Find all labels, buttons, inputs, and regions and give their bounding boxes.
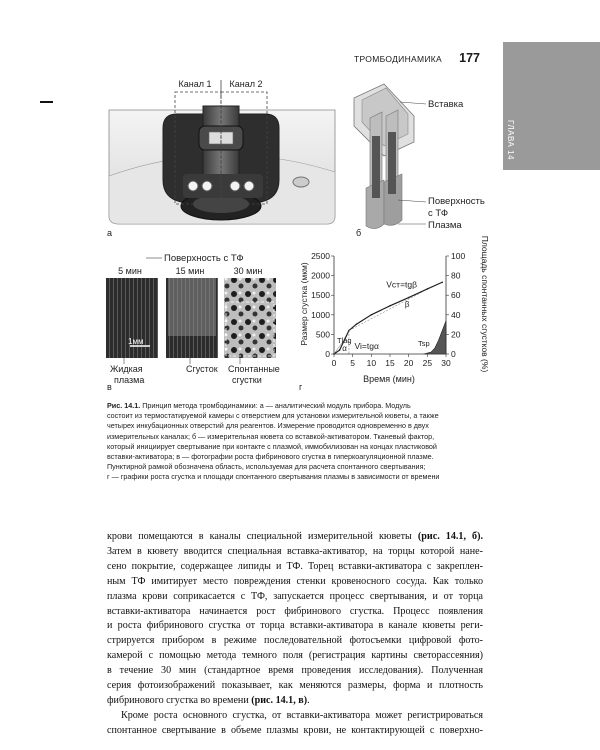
body-line (107, 724, 483, 739)
chart-y2-tick-label: 20 (451, 329, 461, 340)
caption-text: состоит из термостатируемой камеры с отверстием для установки измерительной кюветы, а также (107, 411, 439, 421)
vst-tangent (349, 291, 424, 330)
caption-text: вставки-активатора; в — фотографии роста фибринового сгустка в гиперкоагуляционной плазме. (107, 452, 434, 462)
spontaneous-area (424, 321, 446, 354)
chart-y-tick-label: 1000 (311, 309, 330, 320)
caption-line (107, 421, 483, 431)
figure-panel-b (340, 78, 490, 238)
page-number: 177 (459, 51, 480, 65)
chart-y2-tick-label: 60 (451, 290, 461, 301)
figure-reference: (рис. 14.1, в) (251, 694, 308, 706)
margin-mark (40, 101, 53, 103)
caption-figure-number: Рис. 14.1. (107, 401, 141, 410)
body-line-text: стрируется прибором в режиме последовательной фотосъемки цифровой фото- (107, 635, 483, 647)
caption-line (107, 472, 483, 482)
body-line-text: Кроме роста основного сгустка, от вставки-активатора может регистрироваться (121, 709, 483, 721)
chart-y-tick-label: 2000 (311, 270, 330, 281)
spont-label-2: сгустки (232, 375, 262, 385)
figure-panel-g-chart (296, 235, 490, 394)
chart-y2-tick-label: 0 (451, 349, 456, 359)
caption-line (107, 432, 483, 442)
chart-x-tick-label: 0 (331, 358, 337, 368)
tlag-annotation: Tlag (336, 336, 352, 346)
chapter-tab (503, 42, 600, 170)
body-line (107, 694, 483, 709)
caption-text: Принцип метода тромбодинамики: а — аналитический модуль прибора. Модуль (140, 401, 411, 410)
body-line (107, 560, 483, 575)
body-line-text: фибринового сгустка во времени (107, 694, 252, 706)
body-line (107, 530, 483, 545)
body-line-text: ным ТФ имитирует место повреждения стенки кровеносного сосуда. Как только (107, 575, 483, 587)
vst-annotation: Vст=tgβ (386, 279, 418, 290)
running-title: ТРОМБОДИНАМИКА (354, 54, 442, 64)
chart-y-tick-label: 1500 (311, 290, 330, 301)
body-line (107, 679, 483, 694)
tsp-annotation: Tsp (418, 338, 430, 348)
caption-line (107, 442, 483, 452)
body-line-text: в течение 30 мин (стандартное время проведения исследования). Полученная (107, 665, 483, 677)
figure-panel-a (105, 76, 337, 244)
caption-line (107, 401, 483, 411)
chart-y2-tick-label: 100 (451, 251, 466, 261)
body-line-end: . (307, 694, 310, 706)
vi-annotation: Vi=tgα (354, 340, 379, 351)
time-5-label: 5 мин (118, 266, 142, 276)
caption-line (107, 411, 483, 421)
panel-b-label: б (356, 228, 362, 238)
spont-label-1: Спонтанные (228, 364, 280, 374)
body-line-text: крови помещаются в каналы специальной измерительной кюветы (107, 531, 418, 542)
body-line-text: плазма крови соприкасается с ТФ, запускается процесс свертывания, и от торца (107, 590, 483, 602)
body-line (107, 545, 483, 560)
panel-g-label: г (299, 382, 303, 392)
plasma-label: Плазма (428, 220, 462, 231)
channel2-label: Канал 2 (229, 79, 263, 89)
body-line (107, 664, 483, 679)
clot-size-point (427, 288, 429, 290)
clot-size-point (389, 305, 391, 307)
body-line-text: и роста фибринового сгустка от торца вставки-активатора в канале кюветы реги- (107, 620, 483, 632)
chart-y2label: Площадь спонтанных сгустков (%) (480, 235, 490, 373)
panel-a-label: а (107, 228, 113, 238)
caption-text: четырех инкубационных отверстий для реагентов. Измерение проводится одновременно в двух (107, 421, 429, 431)
clot-size-point (441, 281, 443, 283)
photo-30min (224, 278, 276, 358)
chart-x-tick-label: 5 (350, 358, 356, 368)
chart-y-tick-label: 2500 (311, 251, 330, 261)
liquid-plasma-label-2: плазма (114, 375, 145, 385)
caption-text: измерительных каналах; б — измерительная кювета со вставкой-активатором. Тканевый фактор, (107, 431, 435, 441)
body-line-text: вставки-активатора начинается рост фибринового сгустка. Процесс появления (107, 605, 483, 617)
figure-caption (107, 401, 483, 483)
panel-v-label: в (107, 382, 112, 392)
tf-surface-label-1: Поверхность (428, 196, 485, 207)
chart-x-tick-label: 20 (403, 358, 414, 368)
clot-size-point (408, 297, 410, 299)
caption-line (107, 462, 483, 472)
chart-y-tick-label: 500 (315, 329, 330, 340)
body-text (107, 530, 483, 739)
scale-label: 1мм (128, 337, 144, 346)
time-30-label: 30 мин (233, 266, 263, 276)
liquid-plasma-label-1: Жидкая (110, 364, 143, 374)
beta-annotation: β (404, 299, 410, 309)
body-line-text: камерой с помощью метода темного поля (регистрация картины светорассеяния) (107, 650, 483, 662)
chart-y2-tick-label: 40 (451, 309, 461, 320)
body-line (107, 634, 483, 649)
body-line-text: серия фотоизображений показывает, как меняются размеры, форма и плотность (107, 680, 483, 692)
body-line-text: Затем в кювету вводится специальная вставка-активатор, на торцы которой нане- (107, 545, 483, 557)
clot-size-point (339, 349, 341, 351)
caption-line (107, 452, 483, 462)
clot-size-point (371, 314, 373, 316)
chart-y2-tick-label: 80 (451, 270, 461, 281)
time-15-label: 15 мин (175, 266, 205, 276)
chart-y-tick-label: 0 (325, 349, 330, 359)
chart-ylabel: Размер сгустка (мкм) (299, 262, 309, 346)
chart-x-tick-label: 10 (366, 358, 377, 368)
tf-surface-top-label: Поверхность с ТФ (164, 253, 244, 264)
chart-x-tick-label: 30 (441, 358, 451, 368)
chart-x-tick-label: 25 (422, 358, 433, 368)
body-line (107, 575, 483, 590)
body-line-text: спонтанное свертывание в объеме плазмы крови, не контактирующей с поверхно- (107, 724, 483, 736)
caption-text: который инициирует свертывание при контакте с плазмой, иммобилизован на концах пластиковой (107, 441, 437, 451)
body-line (107, 619, 483, 634)
insert-label: Вставка (428, 99, 464, 110)
caption-text: Пунктирной рамкой обозначена область, используемая для расчета спонтанного свертывания; (107, 462, 426, 472)
figure-panel-v (104, 248, 294, 392)
tf-surface-label-2: с ТФ (428, 208, 449, 219)
caption-text: г — графики роста сгустка и площади спонтанного свертывания плазмы в зависимости от времени (107, 472, 440, 482)
running-head (354, 51, 480, 67)
body-line (107, 709, 483, 724)
figure-reference: (рис. 14.1, б). (417, 531, 483, 542)
chapter-label: ГЛАВА 14 (506, 120, 515, 160)
alpha-annotation: α (342, 343, 347, 353)
channel1-label: Канал 1 (178, 79, 212, 89)
body-line (107, 590, 483, 605)
body-line-text: сено покрытие, содержащее липиды и ТФ. Торец вставки-активатора с закреплен- (107, 560, 483, 572)
clot-size-point (356, 323, 358, 325)
chart-xlabel: Время (мин) (363, 374, 415, 384)
body-line (107, 605, 483, 620)
clot-label: Сгусток (186, 364, 218, 374)
body-line (107, 649, 483, 664)
chart-x-tick-label: 15 (385, 358, 395, 368)
